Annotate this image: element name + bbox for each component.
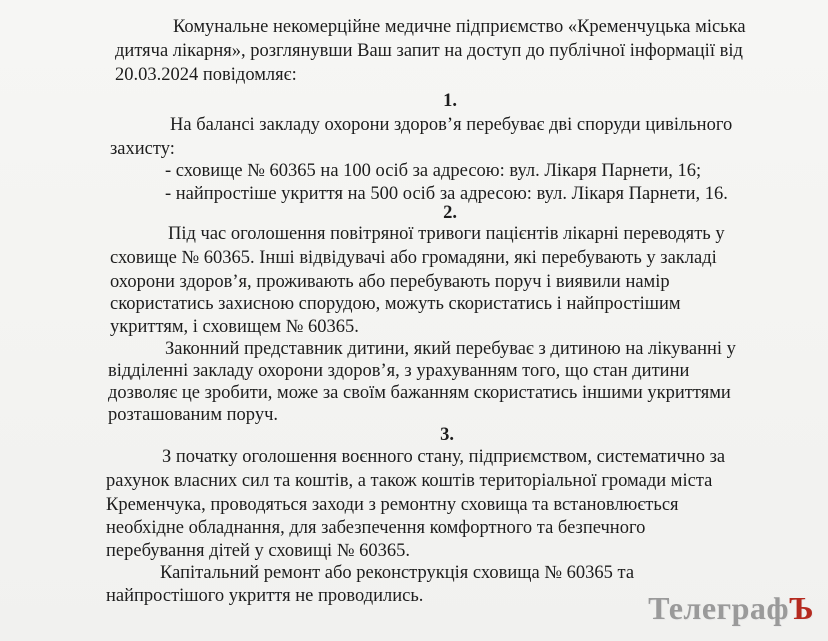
section-3-p1-line-2: рахунок власних сил та коштів, а також коштів територіальної громади міста	[106, 471, 713, 491]
section-3-p1-line-1: З початку оголошення воєнного стану, підприємством, систематично за	[162, 447, 726, 467]
section-2-p2-line-2: відділенні закладу охорони здоров’я, з урахуванням того, що стан дитини	[108, 361, 690, 381]
section-1-line-1: На балансі закладу охорони здоров’я перебуває дві споруди цивільного	[170, 115, 733, 135]
section-1-heading: 1.	[443, 91, 457, 111]
section-3-p1-line-5: перебування дітей у сховищі № 60365.	[106, 541, 410, 561]
section-2-p1-line-5: укриттям, і сховищем № 60365.	[110, 317, 359, 337]
section-2-p2-line-1: Законний представник дитини, який перебуває з дитиною на лікуванні у	[165, 339, 736, 359]
intro-line-3: 20.03.2024 повідомляє:	[115, 65, 297, 85]
section-3-p1-line-4: необхідне обладнання, для забезпечення комфортного та безпечного	[106, 518, 646, 538]
intro-line-2: дитяча лікарня», розглянувши Ваш запит на доступ до публічної інформації від	[115, 41, 743, 61]
section-3-p1-line-3: Кременчука, проводяться заходи з ремонтну сховища та встановлюється	[106, 495, 679, 515]
section-2-p2-line-3: дозволяє це зробити, може за своїм бажанням скористатись іншими укриттями	[108, 383, 731, 403]
intro-line-1: Комунальне некомерційне медичне підприємство «Кременчуцька міська	[173, 17, 746, 37]
section-2-p1-line-4: скористатись захисною спорудою, можуть скористатись і найпростішим	[110, 294, 681, 314]
watermark-suffix: Ъ	[789, 590, 814, 626]
section-2-p1-line-3: охорони здоров’я, проживають або перебувають поруч і виявили намір	[110, 272, 670, 292]
section-3-p2-line-1: Капітальний ремонт або реконструкція сховища № 60365 та	[160, 563, 635, 583]
section-1-item-shelter: - сховище № 60365 на 100 осіб за адресою: вул. Лікаря Парнети, 16;	[165, 161, 702, 181]
section-1-item-simple-shelter: - найпростіше укриття на 500 осіб за адресою: вул. Лікаря Парнети, 16.	[165, 184, 728, 204]
watermark-text: Телеграф	[648, 590, 790, 626]
section-2-p2-line-4: розташованим поруч.	[108, 405, 278, 425]
section-2-heading: 2.	[443, 203, 457, 223]
section-3-heading: 3.	[440, 425, 454, 445]
section-1-line-2: захисту:	[110, 139, 175, 159]
section-2-p1-line-2: сховище № 60365. Інші відвідувачі або громадяни, які перебувають у закладі	[110, 248, 717, 268]
telegraf-watermark-logo	[648, 590, 814, 627]
section-2-p1-line-1: Під час оголошення повітряної тривоги пацієнтів лікарні переводять у	[168, 224, 725, 244]
section-3-p2-line-2: найпростішого укриття не проводились.	[106, 586, 424, 606]
